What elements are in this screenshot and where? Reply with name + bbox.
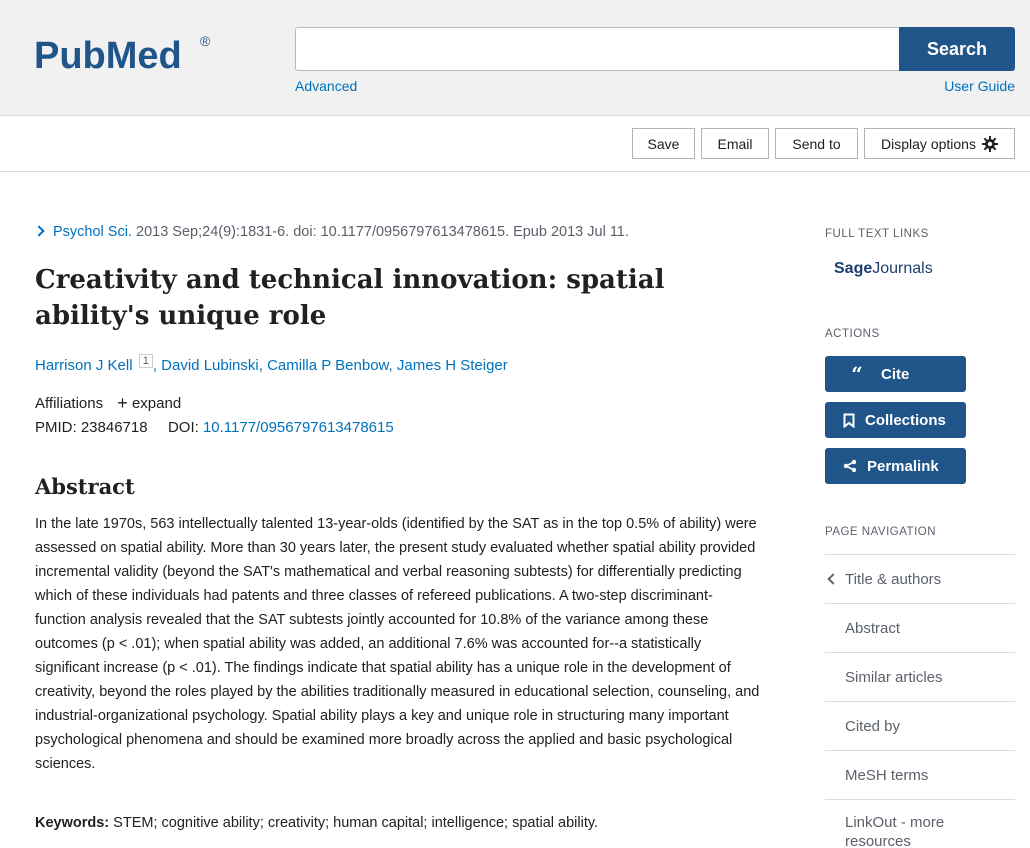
doi-label: DOI: [167,419,199,436]
abstract-text: In the late 1970s, 563 intellectually talented 13-year-olds (identified by the SAT as in the top 0.5% of ability) were assessed on spatial ability. More than 30 years later, the present study evaluated whether spatial ability provided incremental validity (beyond the SAT's mathematical and verbal reasoning subtests) for differentially predicting which of these individuals had patents and three classes of refereed publications. A two-step discriminant-function analysis revealed that the SAT subtests jointly accounted for 10.8% of the variance among these outcomes (p < .01); when spatial ability was added, an additional 7.6% was accounted for--a statistically significant increase (p < .01). The findings indicate that spatial ability has a unique role in the development of creativity, beyond the roles played by the abilities traditionally measured in educational selection, counseling, and industrial-organizational psychology. Spatial ability plays a key and unique role in structuring many important psychological phenomena and should be examined more broadly across the applied and basic psychological sciences. [35,516,760,772]
affiliation-ref[interactable]: 1 [139,354,153,368]
permalink-label: Permalink [867,457,939,475]
full-text-links-heading: FULL TEXT LINKS [825,228,929,240]
citation-details: 2013 Sep;24(9):1831-6. doi: 10.1177/0956797613478615. Epub 2013 Jul 11. [136,224,629,240]
author-link[interactable]: James H Steiger [396,357,508,374]
citation-line [35,224,629,240]
share-icon [843,459,857,473]
site-header [0,0,1030,116]
bookmark-icon [843,413,855,428]
sage-journals-link[interactable] [834,260,933,278]
nav-item-label: Abstract [845,619,901,637]
email-button-label: Email [717,135,753,152]
display-options-label: Display options [881,135,976,152]
search-input[interactable] [295,27,900,71]
nav-item-label: Similar articles [845,668,943,686]
chevron-left-icon [827,573,838,584]
send-to-button-label: Send to [792,135,841,152]
nav-title-authors[interactable] [825,554,1015,603]
cite-button[interactable] [825,356,966,392]
display-options-button[interactable] [864,128,1015,159]
quote-icon: “ [851,362,863,386]
page-navigation-heading: PAGE NAVIGATION [825,526,937,538]
email-button[interactable] [701,128,769,159]
keywords-row [35,815,598,831]
expand-affiliations[interactable] [117,395,181,412]
article-title: Creativity and technical innovation: spatial ability's unique role [35,265,665,331]
svg-text:®: ® [200,33,211,49]
author-link[interactable]: Camilla P Benbow [267,357,389,374]
nav-item-label: Title & authors [845,570,942,588]
user-guide-link[interactable]: User Guide [944,78,1015,94]
plus-icon: + [117,393,128,413]
affiliations-label: Affiliations [35,395,104,412]
save-button[interactable] [632,128,695,159]
search-button[interactable]: Search [899,27,1015,71]
nav-item-label: Cited by [845,717,901,735]
keywords-list: STEM; cognitive ability; creativity; human capital; intelligence; spatial ability. [113,815,599,831]
advanced-search-link[interactable]: Advanced [295,78,358,94]
author-link[interactable]: Harrison J Kell [35,357,133,374]
send-to-button[interactable] [775,128,858,159]
author-list: Harrison J Kell $^1$ , David Lubinski, Camilla P Benbow, James H Steiger [35,355,508,374]
permalink-button[interactable] [825,448,966,484]
actions-heading: ACTIONS [825,328,880,340]
pubmed-logo[interactable] [34,24,224,84]
logo-text: PubMed [34,35,182,77]
sage-logo-bold: Sage [834,260,873,277]
gear-icon [982,136,998,152]
doi-link[interactable]: 10.1177/0956797613478615 [202,419,394,436]
expand-label: expand [131,395,182,412]
save-button-label: Save [647,135,680,152]
pmid-label: PMID: [35,419,77,436]
pmid-value: 23846718 [80,419,148,436]
nav-cited-by[interactable] [825,701,1015,750]
nav-mesh-terms[interactable] [825,750,1015,799]
identifiers-row [35,419,394,436]
page-navigation [825,554,1015,848]
collections-label: Collections [865,411,946,429]
collections-button[interactable] [825,402,966,438]
author-link[interactable]: David Lubinski [161,357,259,374]
abstract-heading: Abstract [35,474,135,499]
keywords-label: Keywords: [35,815,110,831]
nav-item-label: MeSH terms [845,766,929,784]
journal-link[interactable]: Psychol Sci. [53,224,132,240]
affiliations-row [35,392,181,413]
nav-similar-articles[interactable] [825,652,1015,701]
chevron-right-icon [33,225,44,236]
action-toolbar [0,117,1030,172]
nav-item-label: LinkOut - more resources [845,814,945,848]
nav-linkout[interactable] [825,799,1015,848]
sage-logo-rest: Journals [872,260,933,277]
nav-abstract[interactable] [825,603,1015,652]
cite-label: Cite [881,365,910,383]
